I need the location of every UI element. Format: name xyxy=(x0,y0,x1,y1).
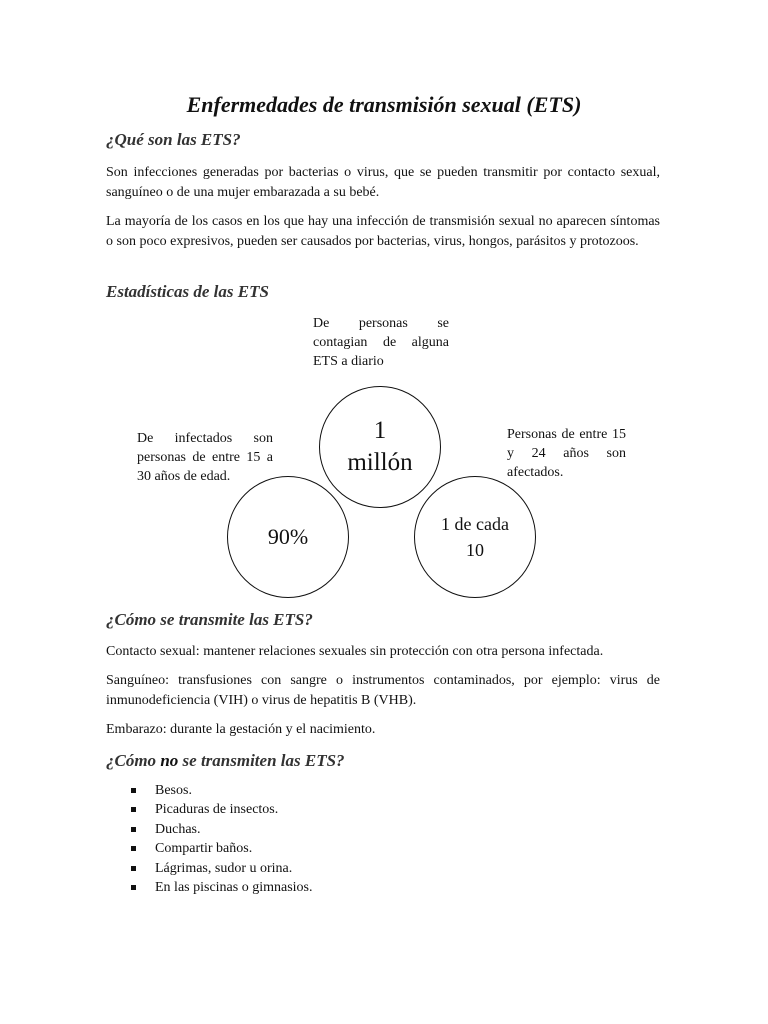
paragraph-symptoms: La mayoría de los casos en los que hay una infección de transmisión sexual no aparecen síntomas o son poco expresivos, pueden ser causados por bacterias, virus, hongos, parásitos y protozoos. xyxy=(106,214,660,249)
circle-one-in-ten xyxy=(414,476,536,598)
non-transmission-list xyxy=(128,781,313,897)
caption-daily-infections: De personas se contagian de alguna ETS a diario xyxy=(313,316,449,369)
stat-one-in-ten: 1 de cada 10 xyxy=(441,514,509,560)
stat-one-million: 1 millón xyxy=(347,417,413,476)
heading-emphasis-no: no xyxy=(160,751,179,770)
caption-age-15-24: Personas de entre 15 y 24 años son afectados. xyxy=(507,427,626,480)
heading-estadisticas: Estadísticas de las ETS xyxy=(106,282,269,301)
list-item xyxy=(128,800,313,819)
square-bullet-icon xyxy=(131,885,136,890)
caption-age-15-30: De infectados son personas de entre 15 a 30 años de edad. xyxy=(137,431,273,484)
square-bullet-icon xyxy=(131,846,136,851)
stat-ninety-percent: 90% xyxy=(267,524,309,549)
square-bullet-icon xyxy=(131,866,136,871)
list-item xyxy=(128,878,313,897)
square-bullet-icon xyxy=(131,827,136,832)
list-item-text: Besos. xyxy=(155,783,192,798)
list-item-text: Compartir baños. xyxy=(155,841,253,857)
paragraph-embarazo: Embarazo: durante la gestación y el nacimiento. xyxy=(106,722,376,737)
square-bullet-icon xyxy=(131,807,136,812)
paragraph-definition: Son infecciones generadas por bacterias o virus, que se pueden transmitir por contacto sexual, sanguíneo o de una mujer embarazada a su bebé. xyxy=(106,165,660,200)
list-item xyxy=(128,859,313,878)
paragraph-sanguineo: Sanguíneo: transfusiones con sangre o instrumentos contaminados, por ejemplo: virus de inmunodeficiencia (VIH) o virus de hepatitis B (VHB). xyxy=(106,673,660,708)
heading-como-se-transmite: ¿Cómo se transmite las ETS? xyxy=(106,610,313,629)
heading-part: ¿Cómo xyxy=(106,751,161,770)
list-item xyxy=(128,781,313,800)
document-title: Enfermedades de transmisión sexual (ETS) xyxy=(186,92,582,117)
list-item-text: Picaduras de insectos. xyxy=(155,802,279,818)
paragraph-contacto-sexual: Contacto sexual: mantener relaciones sexuales sin protección con otra persona infectada. xyxy=(106,644,604,659)
list-item-text: En las piscinas o gimnasios. xyxy=(155,880,313,896)
circle-ninety-percent xyxy=(227,476,349,598)
square-bullet-icon xyxy=(131,788,136,793)
heading-part: se transmiten las ETS? xyxy=(178,751,345,770)
heading-como-no-se-transmite xyxy=(106,751,345,771)
list-item-text: Lágrimas, sudor u orina. xyxy=(155,860,293,876)
heading-que-son: ¿Qué son las ETS? xyxy=(106,130,241,149)
circle-one-million xyxy=(319,386,441,508)
list-item xyxy=(128,820,313,839)
list-item xyxy=(128,839,313,858)
list-item-text: Duchas. xyxy=(155,821,201,837)
